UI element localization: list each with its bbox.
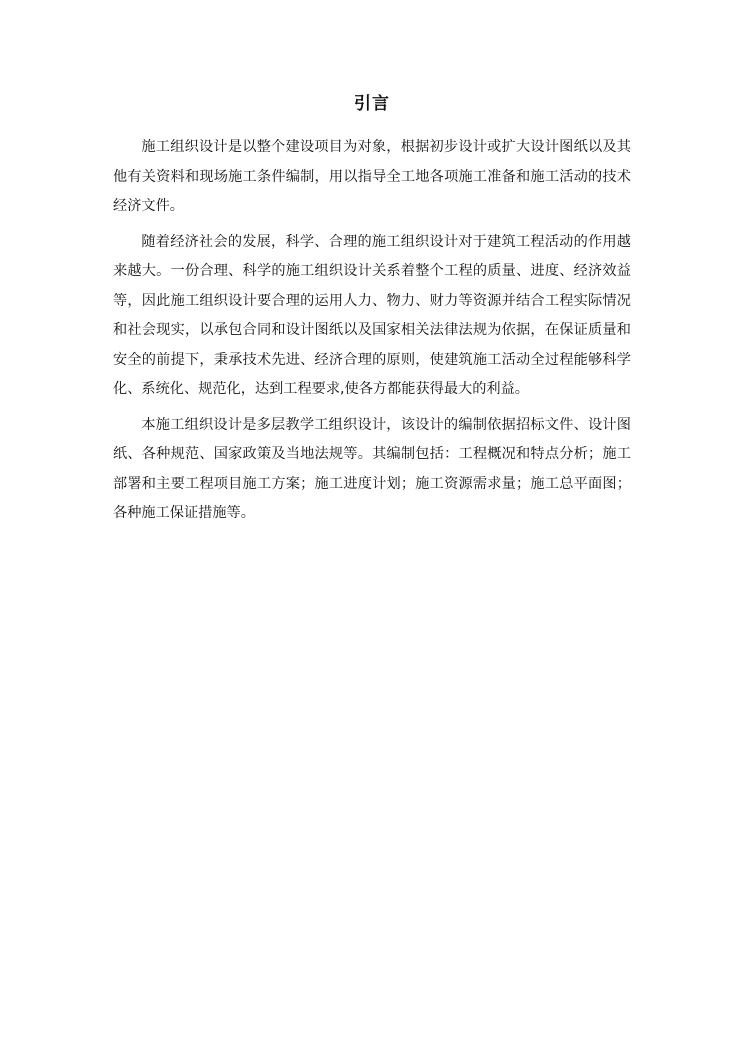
page-title: 引言 — [354, 94, 390, 114]
paragraph-importance: 随着经济社会的发展，科学、合理的施工组织设计对于建筑工程活动的作用越来越大。一份合理、科学的施工组织设计关系着整个工程的质量、进度、经济效益等，因此施工组织设计要合理的运用人力、物力、财力等资源并结合工程实际情况和社会现实，以承包合同和设计图纸以及国家相关法律法规为依据，在保证质量和安全的前提下，秉承技术先进、经济合理的原则，使建筑施工活动全过程能够科学化、系统化、规范化，达到工程要求,使各方都能获得最大的利益。 — [113, 233, 631, 397]
document-body — [113, 133, 631, 535]
paragraph-scope: 本施工组织设计是多层教学工组织设计，该设计的编制依据招标文件、设计图纸、各种规范、国家政策及当地法规等。其编制包括：工程概况和特点分析；施工部署和主要工程项目施工方案；施工进度计划；施工资源需求量；施工总平面图；各种施工保证措施等。 — [113, 416, 631, 521]
paragraph-definition: 施工组织设计是以整个建设项目为对象，根据初步设计或扩大设计图纸以及其他有关资料和现场施工条件编制，用以指导全工地各项施工准备和施工活动的技术经济文件。 — [113, 139, 631, 214]
